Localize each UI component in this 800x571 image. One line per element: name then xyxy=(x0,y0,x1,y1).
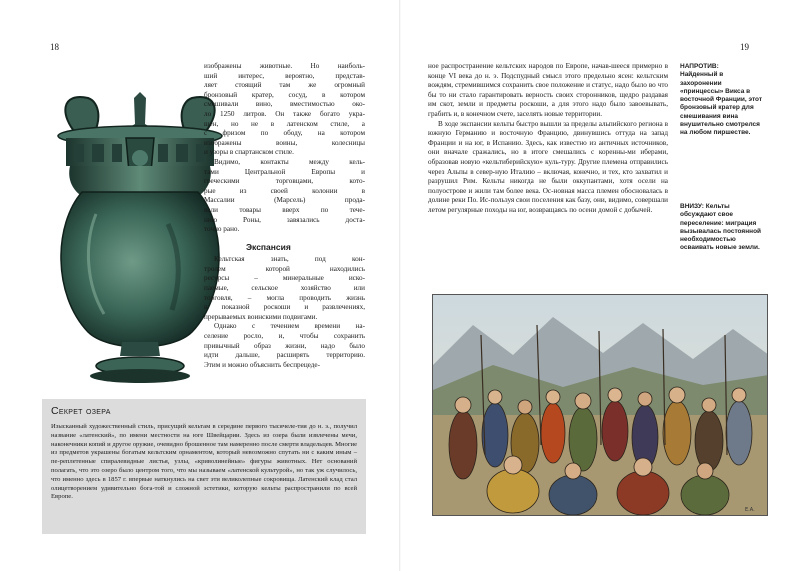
left-p2-line: тролем которой находились xyxy=(204,264,365,273)
left-p1-line: ло 1250 литров. Он также богато укра- xyxy=(204,109,365,118)
painting-signature: E.A. xyxy=(745,507,755,513)
left-p1-line: греческими торговцами, кото- xyxy=(204,177,365,186)
left-p1-line: изображены животные. Но наиболь- xyxy=(204,62,365,70)
caption-bottom-text: Кельты обсуждают свое переселение: миграция вызывалась постоянной необходимостью осваивать новые земли. xyxy=(680,203,762,252)
left-p1-line: ший интерес, вероятно, представ- xyxy=(204,71,365,80)
page-number-right: 19 xyxy=(740,42,749,52)
left-p2-line: Кельтская знать, под кон- xyxy=(214,255,365,264)
left-p1-line: вали товары вверх по тече- xyxy=(204,205,365,214)
caption-bottom-label: ВНИЗУ: xyxy=(680,203,704,210)
left-p1-line: бронзовый кратер, сосуд, в котором xyxy=(204,90,365,99)
sidebar-box-lake-secret xyxy=(42,399,366,534)
left-p2-line: торговля, – могла проводить жизнь xyxy=(204,293,365,302)
left-p1-line: Массалии (Марсель) прода- xyxy=(204,196,365,205)
sidebar-title: Секрет озера xyxy=(51,405,111,417)
left-p2-line: в показной роскоши и развлечениях, xyxy=(204,303,365,312)
caption-top-label: НАПРОТИВ: xyxy=(680,63,719,70)
caption-top-text: Найденный в захоронении «принцессы» Викса в восточной Франции, этот бронзовый кратер для смешивания вина внушительно смотрелся на любом пиршестве. xyxy=(680,71,763,137)
left-p2-line: идти дальше, расширять территорию. xyxy=(204,351,365,360)
right-paragraph-2: В ходе экспансии кельты быстро вышли за пределы альпийского региона в южную Германию и восточную Францию, двинувшись оттуда на запад Франции и на юг, в Испанию. Здесь, как известно из античных источников, они вначале сражались, но в итоге смешались с коренны-ми иберами, образовав новую «кельтиберийскую» куль-туру. Другие племена отправились через Альпы в север-ную Италию – включая, конечно, и тех, кто захватил и разрушил Рим. Кельты никогда не были оккупантами, хотя осели на полуострове и жили там более века. Ос-новная масса племен обосновалась в долине реки По. Ис-пользуя свои поселения как базу, они, видимо, совершали летом регулярные походы на юг, возвращаясь по осени домой с добычей. xyxy=(428,119,668,214)
left-p1-line: и узоры в спартанском стиле. xyxy=(204,148,294,157)
left-p2-line: Этим и можно объяснить беспрецеде- xyxy=(204,360,321,369)
left-p1-line: с фризом по ободу, на котором xyxy=(204,129,365,138)
caption-bottom xyxy=(680,203,766,253)
left-p1-line: Видимо, контакты между кель- xyxy=(214,157,365,166)
left-text-column xyxy=(204,62,365,392)
left-p1-line: смешивали вино, вместимостью око- xyxy=(204,100,365,109)
left-p2-line: ресурсы – минеральные иско- xyxy=(204,274,365,283)
celtic-gathering-illustration xyxy=(432,294,768,516)
left-p1-line: изображены воины, колесницы xyxy=(204,138,365,147)
left-p2-line: паемые, сельское хозяйство или xyxy=(204,284,365,293)
painting-svg xyxy=(433,295,768,516)
book-spine xyxy=(399,0,401,571)
left-p2-line: селение росло, и, чтобы сохранить xyxy=(204,332,365,341)
left-p1-line: шен, но не в латенском стиле, а xyxy=(204,119,365,128)
left-p1-line: тами Центральной Европы и xyxy=(204,167,365,176)
page-number-left: 18 xyxy=(50,42,59,52)
left-p2-line: прерываемых воинскими подвигами. xyxy=(204,312,318,321)
left-paragraph-1 xyxy=(204,62,365,235)
left-p1-line: нию Роны, завязались доста- xyxy=(204,215,365,224)
left-p1-line: точно рано. xyxy=(204,225,240,234)
caption-top xyxy=(680,63,766,138)
right-paragraph-1: ное распространение кельтских народов по Европе, начав-шееся примерно в конце VI века до н. э. Подспудный смысл этого предельно ясен: кельтским вождям, стремившимся сохранить свое положение и статус, надо было во что бы то ни стало гарантировать верность своих сторонников, щедро раздавая им скот, земли и предметы роскоши, а для этого надо было завоевывать, грабить и, в конечном счете, заселять новые территории. xyxy=(428,62,668,118)
right-text-column xyxy=(428,62,668,302)
left-p2-line: привычный образ жизни, надо было xyxy=(204,341,365,350)
left-p1-line: ляет стоящий там же огромный xyxy=(204,81,365,90)
left-p2-line: Однако с течением времени на- xyxy=(214,322,365,331)
left-p1-line: рые из своей колонии в xyxy=(204,186,365,195)
sidebar-body: Изысканный художественный стиль, присущий кельтам в середине первого тысячеле-тия до н. э., получил название «латенский», по имени местности на юге Швейцарии. Здесь из озера были извлечены мечи, наконечники копий и другое оружие, очевидно брошенное там намеренно после смерти владельцев. Многие из предметов украшены богатым кельтским орнаментом, который невозможно спутать ни с каким иным – пе-реплетенные спиралевидные листья, узлы, «криволинейные» фигуры животных. Нет оснований полагать, что это озеро было центром того, что мы называем «латенской культурой», но так уж случилось, что именно здесь в 1857 г. впервые наткнулись на свет эти великолепные сокровища. Латенский клад стал олицетворением удивительно бога-той и сложной эстетики, которую кельты распространили по всей Европе. xyxy=(51,423,357,501)
left-paragraph-2 xyxy=(204,255,365,370)
section-heading-expansion: Экспансия xyxy=(246,241,291,252)
